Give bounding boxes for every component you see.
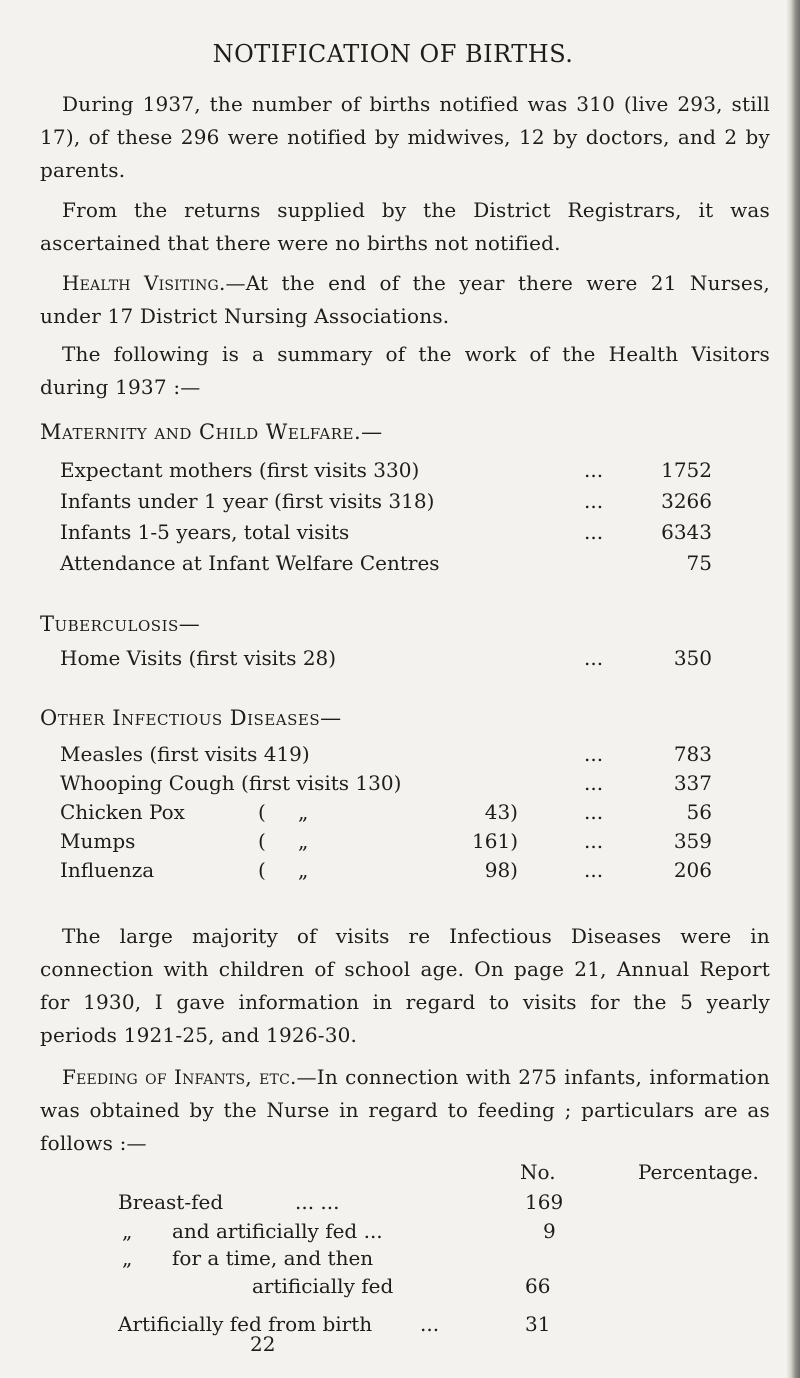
feeding-label-cont: artificially fed xyxy=(252,1274,394,1298)
paren-open: ( xyxy=(258,829,266,853)
maternity-row xyxy=(40,520,770,552)
row-value: 350 xyxy=(673,646,712,670)
health-visiting-paragraph xyxy=(40,267,770,333)
row-leader: ... xyxy=(584,489,604,513)
disease-name: Whooping Cough (first visits 130) xyxy=(60,771,402,795)
row-value: 56 xyxy=(686,800,712,824)
feeding-label: Breast-fed xyxy=(118,1190,224,1214)
feeding-value: 66 xyxy=(525,1274,551,1298)
row-leader: ... xyxy=(584,458,604,482)
summary-paragraph xyxy=(40,338,770,404)
row-value: 206 xyxy=(673,858,712,882)
infectious-note-text: The large majority of visits re Infectious Diseases were in connection with children of school age. On page 21, Annual Report for 1930, I gave information in regard to visits for the 5 yearly periods 1921-25, and 1926-30. xyxy=(40,924,770,1047)
health-visiting-text: —At the end of the year there were 21 Nurses, under 17 District Nursing Associations. xyxy=(40,271,770,328)
row-leader: ... xyxy=(584,771,604,795)
col-header-percentage: Percentage. xyxy=(638,1160,759,1184)
ditto-mark: „ xyxy=(298,829,309,853)
row-value: 359 xyxy=(673,829,712,853)
infectious-row xyxy=(40,771,770,803)
maternity-heading: Maternity and Child Welfare.— xyxy=(40,420,383,444)
disease-name: Chicken Pox xyxy=(60,800,185,824)
paren-open: ( xyxy=(258,800,266,824)
row-value: 75 xyxy=(686,551,712,575)
infectious-row xyxy=(40,800,770,832)
disease-name: Influenza xyxy=(60,858,155,882)
row-leader: ... xyxy=(584,742,604,766)
returns-text: From the returns supplied by the District Registrars, it was ascertained that there were no births not notified. xyxy=(40,198,770,255)
row-label: Infants 1-5 years, total visits xyxy=(60,520,350,544)
row-leader: ... ... xyxy=(295,1190,340,1214)
feeding-heading: Feeding of Infants, etc. xyxy=(62,1065,297,1089)
tuberculosis-heading: Tuberculosis— xyxy=(40,612,201,636)
first-visits: 98) xyxy=(484,858,518,882)
returns-paragraph xyxy=(40,194,770,260)
row-value: 3266 xyxy=(661,489,712,513)
col-header-no: No. xyxy=(520,1160,556,1184)
feeding-label: and artificially fed ... xyxy=(172,1219,383,1243)
summary-text: The following is a summary of the work of the Health Visitors during 1937 :— xyxy=(40,342,770,399)
page-title: NOTIFICATION OF BIRTHS. xyxy=(212,40,574,68)
row-value: 783 xyxy=(673,742,712,766)
row-label: Infants under 1 year (first visits 318) xyxy=(60,489,435,513)
disease-name: Mumps xyxy=(60,829,136,853)
disease-name: Measles (first visits 419) xyxy=(60,742,310,766)
feeding-text: —In connection with 275 infants, information was obtained by the Nurse in regard to feeding ; particulars are as follows :— xyxy=(40,1065,770,1155)
row-value: 337 xyxy=(673,771,712,795)
births-paragraph xyxy=(40,88,770,187)
row-leader: ... xyxy=(584,646,604,670)
feeding-label: Artificially fed from birth xyxy=(118,1312,373,1336)
row-value: 1752 xyxy=(661,458,712,482)
row-label: Attendance at Infant Welfare Centres xyxy=(60,551,440,575)
page-edge-shadow xyxy=(786,0,800,1378)
feeding-value: 9 xyxy=(543,1219,556,1243)
maternity-row xyxy=(40,551,770,583)
feeding-value: 169 xyxy=(525,1190,564,1214)
maternity-row xyxy=(40,458,770,490)
page-number: 22 xyxy=(250,1332,276,1356)
maternity-row xyxy=(40,489,770,521)
ditto-mark: „ xyxy=(122,1246,133,1270)
row-value: 6343 xyxy=(661,520,712,544)
infectious-row xyxy=(40,742,770,774)
births-text: During 1937, the number of births notified was 310 (live 293, still 17), of these 296 were notified by midwives, 12 by doctors, and 2 by parents. xyxy=(40,92,770,182)
infectious-row xyxy=(40,829,770,861)
paren-open: ( xyxy=(258,858,266,882)
health-visiting-heading: Health Visiting. xyxy=(62,271,226,295)
ditto-mark: „ xyxy=(298,800,309,824)
infectious-note-paragraph xyxy=(40,920,770,1052)
tuberculosis-row xyxy=(40,646,770,678)
feeding-value: 31 xyxy=(525,1312,551,1336)
infectious-row xyxy=(40,858,770,890)
ditto-mark: „ xyxy=(298,858,309,882)
ditto-mark: „ xyxy=(122,1219,133,1243)
row-label: Expectant mothers (first visits 330) xyxy=(60,458,420,482)
first-visits: 161) xyxy=(472,829,518,853)
row-leader: ... xyxy=(584,829,604,853)
feeding-label: for a time, and then xyxy=(172,1246,374,1270)
row-leader: ... xyxy=(584,800,604,824)
first-visits: 43) xyxy=(484,800,518,824)
row-label: Home Visits (first visits 28) xyxy=(60,646,337,670)
infectious-heading: Other Infectious Diseases— xyxy=(40,706,342,730)
row-leader: ... xyxy=(584,858,604,882)
row-leader: ... xyxy=(420,1312,440,1336)
row-leader: ... xyxy=(584,520,604,544)
feeding-paragraph xyxy=(40,1061,770,1160)
